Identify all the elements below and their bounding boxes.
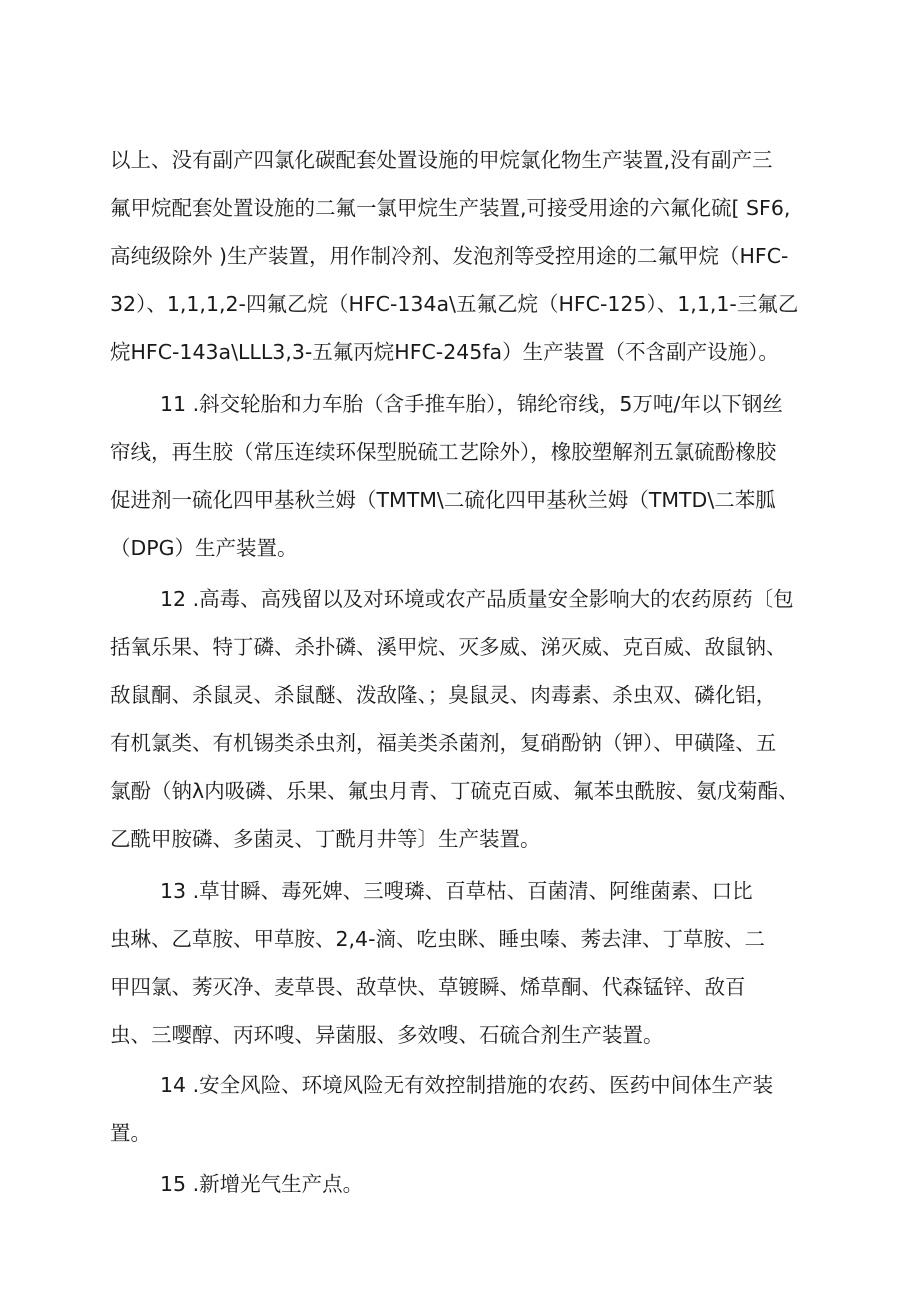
text-line: 高纯级除外 )生产装置，用作制冷剂、发泡剂等受控用途的二氟甲烷（HFC- (110, 244, 789, 268)
text-line: （DPG）生产装置。 (110, 536, 298, 560)
text-line: 敌鼠酮、杀鼠灵、杀鼠醚、泼敌隆、；臭鼠灵、肉毒素、杀虫双、磷化铝， (110, 683, 777, 707)
item-14-start: 14 .安全风险、环境风险无有效控制措施的农药、医药中间体生产装 (160, 1073, 774, 1097)
item-13-start: 13 .草甘瞬、毒死婢、三嗖璘、百草枯、百菌清、阿维菌素、口比 (160, 879, 753, 903)
text-line: 有机氯类、有机锡类杀虫剂，福美类杀菌剂，复硝酚钠（钾）、甲磺隆、五 (110, 731, 777, 755)
item-15-start: 15 .新增光气生产点。 (160, 1172, 364, 1196)
text-line: 虫琳、乙草胺、甲草胺、2,4-滴、吃虫眯、睡虫嗪、莠去津、丁草胺、二 (110, 927, 765, 951)
item-11-start: 11 .斜交轮胎和力车胎（含手推车胎），锦纶帘线，5万吨/年以下钢丝 (160, 392, 783, 416)
text-line: 氟甲烷配套处置设施的二氟一氯甲烷生产装置,可接受用途的六氟化硫[ SF6, (110, 196, 791, 220)
text-line: 氯酚（钠λ内吸磷、乐果、氟虫月青、丁硫克百威、氟苯虫酰胺、氨戊菊酯、 (110, 779, 799, 803)
text-line: 置。 (110, 1121, 151, 1145)
text-line: 32）、1,1,1,2-四氟乙烷（HFC-134a\五氟乙烷（HFC-125）、1,1,1-三氟乙 (110, 292, 799, 316)
text-line: 甲四氯、莠灭净、麦草畏、敌草快、草镀瞬、烯草酮、代森锰锌、敌百 (110, 975, 746, 999)
item-12-start: 12 .高毒、高残留以及对环境或农产品质量安全影响大的农药原药〔包 (160, 587, 794, 611)
text-line: 以上、没有副产四氯化碳配套处置设施的甲烷氯化物生产装置,没有副产三 (110, 148, 773, 172)
text-line: 帘线，再生胶（常压连续环保型脱硫工艺除外），橡胶塑解剂五氯硫酚橡胶 (110, 440, 777, 464)
text-line: 乙酰甲胺磷、多菌灵、丁酰月井等〕生产装置。 (110, 827, 541, 851)
text-line: 促进剂一硫化四甲基秋兰姆（TMTM\二硫化四甲基秋兰姆（TMTD\二苯胍 (110, 488, 776, 512)
text-line: 烷HFC-143a\LLL3,3-五氟丙烷HFC-245fa）生产装置（不含副产设施）。 (110, 340, 779, 364)
text-line: 括氧乐果、特丁磷、杀扑磷、溪甲烷、灭多威、涕灭威、克百威、敌鼠钠、 (110, 635, 787, 659)
text-line: 虫、三嘤醇、丙环嗖、异菌服、多效嗖、石硫合剂生产装置。 (110, 1023, 664, 1047)
